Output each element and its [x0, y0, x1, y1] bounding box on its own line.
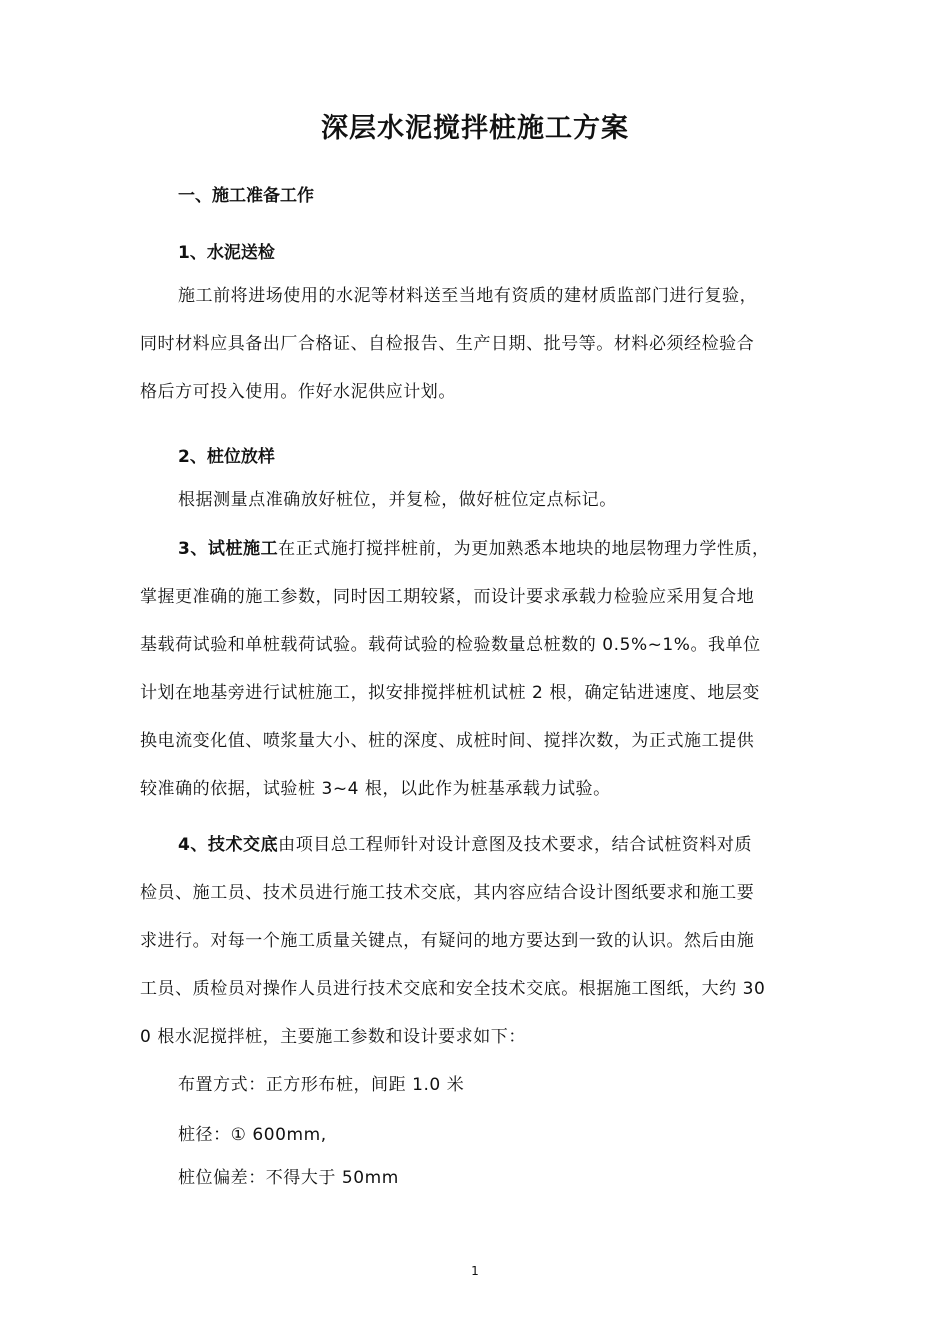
param-layout: 布置方式：正方形布桩，间距 1.0 米 — [178, 1075, 465, 1095]
paragraph-text: 在正式施打搅拌桩前，为更加熟悉本地块的地层物理力学性质， — [278, 539, 770, 559]
item-heading-pile-layout: 2、桩位放样 — [178, 447, 275, 467]
paragraph-line: 求进行。对每一个施工质量关键点，有疑问的地方要达到一致的认识。然后由施 — [140, 931, 755, 951]
item-heading-cement-inspection: 1、水泥送检 — [178, 243, 275, 263]
item-heading-test-pile: 3、试桩施工 — [178, 539, 279, 559]
paragraph-line: 掌握更准确的施工参数，同时因工期较紧，而设计要求承载力检验应采用复合地 — [140, 587, 755, 607]
paragraph-line: 施工前将进场使用的水泥等材料送至当地有资质的建材质监部门进行复验， — [178, 286, 758, 306]
paragraph-line: 0 根水泥搅拌桩，主要施工参数和设计要求如下： — [140, 1027, 526, 1047]
section-heading-preparation: 一、施工准备工作 — [178, 186, 314, 206]
paragraph-line: 基载荷试验和单桩载荷试验。载荷试验的检验数量总桩数的 0.5%~1%。我单位 — [140, 635, 761, 655]
paragraph-line: 换电流变化值、喷浆量大小、桩的深度、成桩时间、搅拌次数，为正式施工提供 — [140, 731, 755, 751]
page-number: 1 — [471, 1264, 479, 1278]
item-heading-technical-briefing: 4、技术交底 — [178, 835, 279, 855]
param-diameter: 桩径：① 600mm, — [178, 1125, 327, 1145]
paragraph-line: 检员、施工员、技术员进行施工技术交底，其内容应结合设计图纸要求和施工要 — [140, 883, 755, 903]
paragraph-text: 由项目总工程师针对设计意图及技术要求，结合试桩资料对质 — [278, 835, 752, 855]
paragraph-line-with-heading — [178, 534, 770, 559]
paragraph-line-with-heading — [178, 830, 752, 855]
paragraph-line: 工员、质检员对操作人员进行技术交底和安全技术交底。根据施工图纸，大约 30 — [140, 979, 766, 999]
paragraph-line: 较准确的依据，试验桩 3~4 根，以此作为桩基承载力试验。 — [140, 779, 611, 799]
paragraph-line: 根据测量点准确放好桩位，并复检，做好桩位定点标记。 — [178, 490, 617, 510]
paragraph-line: 计划在地基旁进行试桩施工，拟安排搅拌桩机试桩 2 根，确定钻进速度、地层变 — [140, 683, 760, 703]
paragraph-line: 格后方可投入使用。作好水泥供应计划。 — [140, 382, 456, 402]
page-title: 深层水泥搅拌桩施工方案 — [321, 113, 629, 144]
param-deviation: 桩位偏差：不得大于 50mm — [178, 1168, 399, 1188]
paragraph-line: 同时材料应具备出厂合格证、自检报告、生产日期、批号等。材料必须经检验合 — [140, 334, 755, 354]
